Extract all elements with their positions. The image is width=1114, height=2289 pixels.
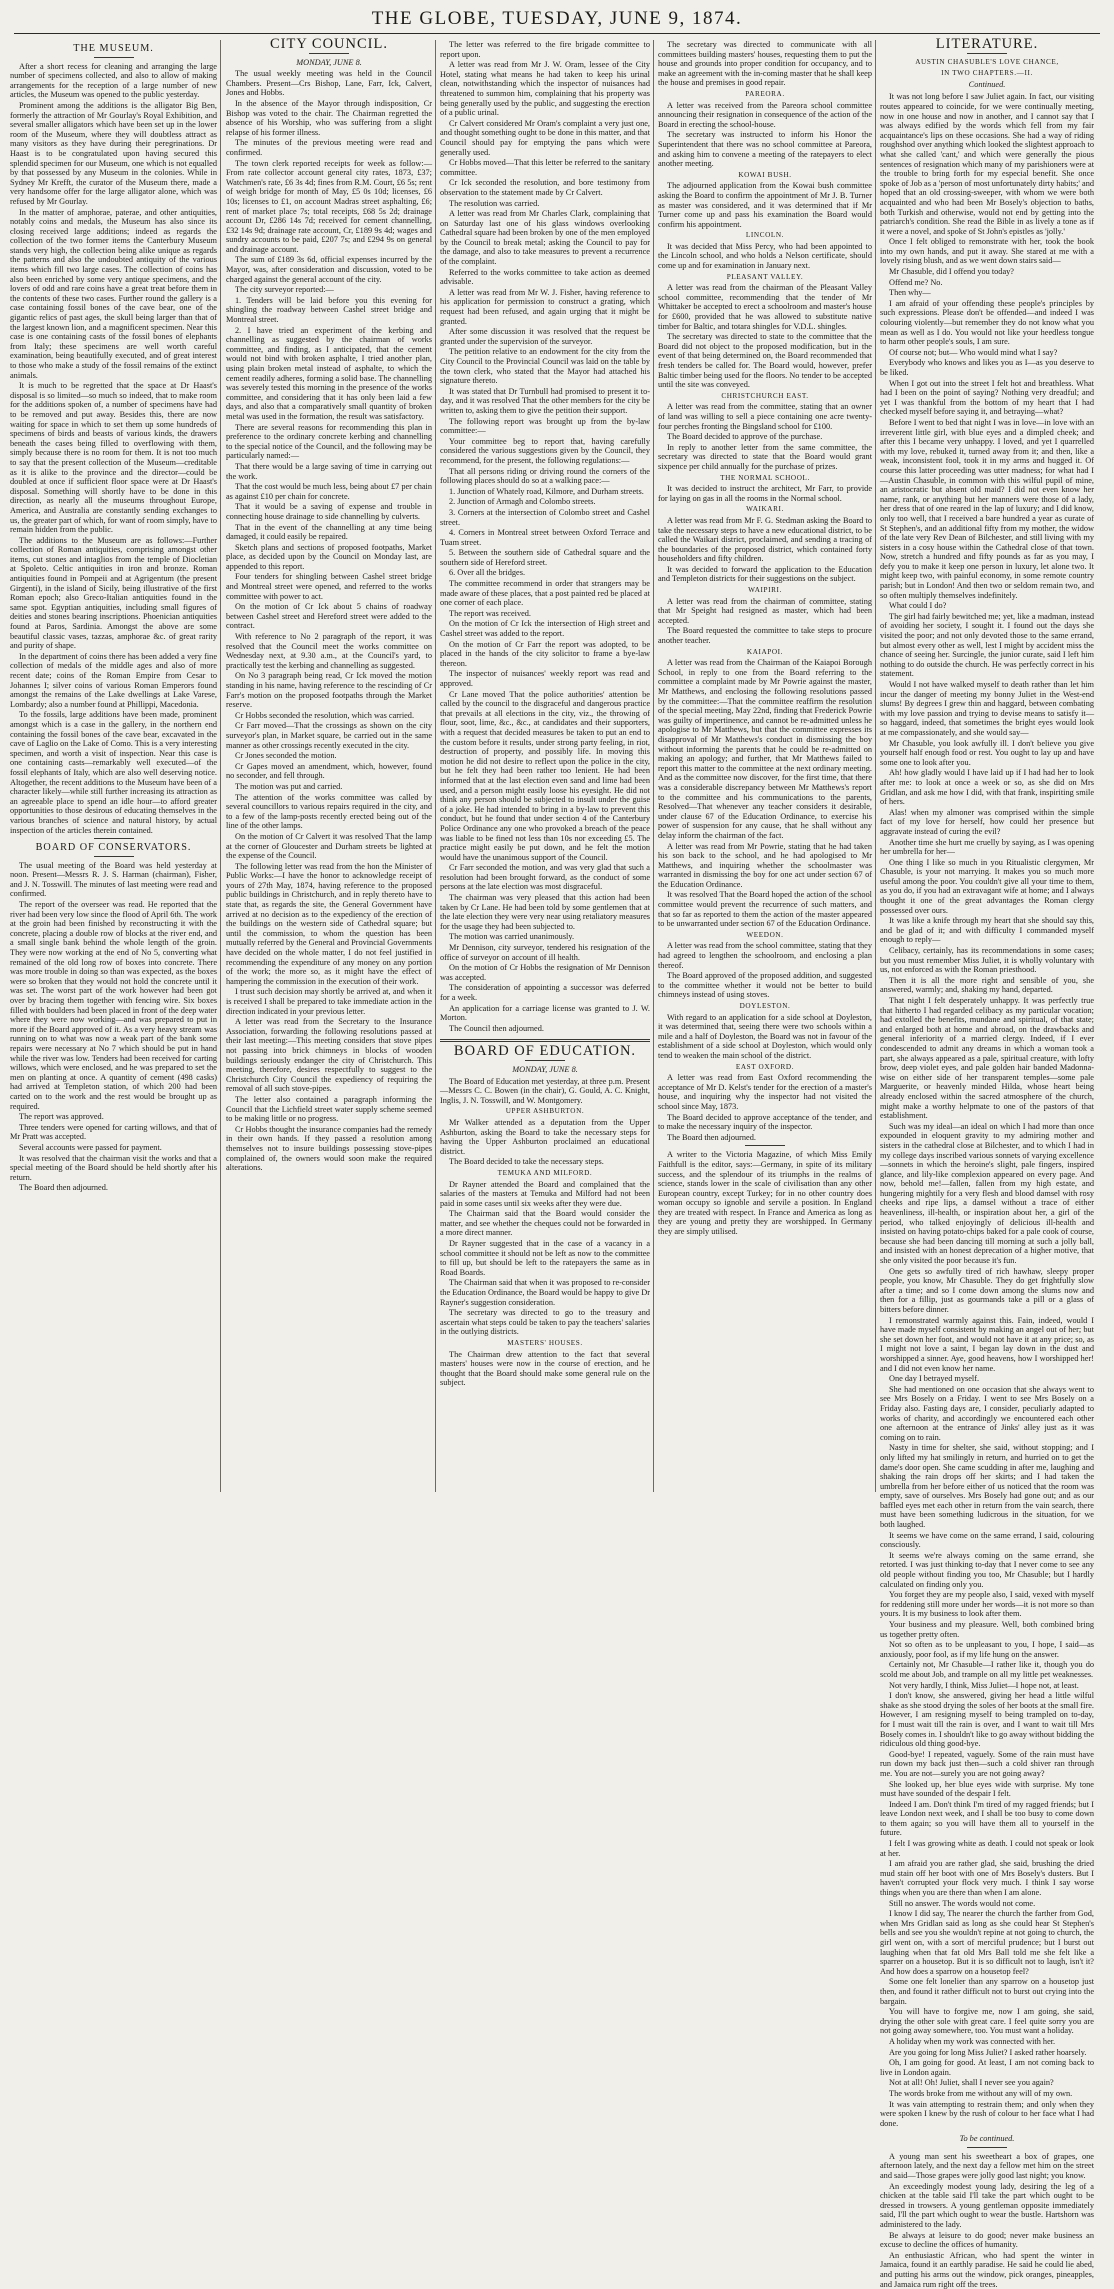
story-continued: Continued. — [968, 79, 1006, 89]
paragraph: In reply to another letter from the same committee, the secretary was directed to state that the Board would grant sixpence per child annually for the purchase of prizes. — [658, 442, 872, 471]
paragraph: To the fossils, large additions have been made, prominent amongst which is a case in the gallery, in the northern end containing the fossil bones of the cave bear, excavated in the cave of Laglio on the Lake of Como. This is a very interesting specimen, and worth a visit of inspection. Near this case is one containing casts—remarkably well executed—of the fossil elephants of Italy, which are also well deserving notice. Altogether, the recent additions to the Museum have been of a character likely—while still further increasing its attraction as an agreeable place to spend an idle hour—to afford greater opportunities to those desirous of educating themselves in the various branches of science and natural history, by actual inspection of the articles therein contained. — [10, 710, 217, 835]
paragraph: The committee recommend in order that strangers may be made aware of these places, that a post painted red be placed at one corner of each place. — [440, 579, 650, 608]
paragraph: An enthusiastic African, who had spent the winter in Jamaica, found it an earthly paradise. He said he could lie abed, and putting his arms out the window, pick oranges, pineapples, and Jamaica rum right off the trees. — [880, 2250, 1094, 2289]
paragraph: The words broke from me without any will of my own. — [889, 2088, 1073, 2098]
paragraph: That all persons riding or driving round the corners of the following places should do so at a walking pace:— — [440, 466, 650, 486]
subheading: WAIPIRI. — [748, 586, 782, 595]
subheading: TEMUKA AND MILFORD. — [497, 1168, 593, 1177]
subheading: KAIAPOI. — [746, 647, 784, 656]
paragraph: Dr Rayner suggested that in the case of a vacancy in a school committee it should not be left as now to the committee to fill up, but should be left to the ratepayers the same as in Road Boards. — [440, 1239, 650, 1277]
section-rule — [967, 2147, 1007, 2148]
paragraph: The adjourned application from the Kowai bush committee asking the Board to confirm the appointment of Mr J. B. Turner as master was considered, and it was determined that if Mr Turner come up and pass his examination the Board would confirm his appointment. — [658, 181, 872, 229]
paragraph: Mr Chasuble, you look awfully ill. I don't believe you give yourself half enough food or rest. You ought to lay up and have some one to look after you. — [880, 738, 1094, 767]
paragraph: It was decided to forward the application to the Education and Templeton districts for their suggestions on the subject. — [658, 564, 872, 584]
conservators-body — [10, 861, 217, 1193]
paragraph: An application for a carriage license was granted to J. W. Morton. — [440, 1003, 650, 1023]
paragraph: On the motion of Cr Ick about 5 chains of roadway between Cashel street and Hereford street were added to the contract. — [226, 602, 432, 631]
story-title: AUSTIN CHASUBLE'S LOVE CHANCE, — [915, 57, 1059, 66]
paragraph: 5. Between the southern side of Cathedral square and the southern side of Hereford street. — [440, 548, 650, 567]
paragraph: She looked up, her blue eyes wide with surprise. My tone must have sounded of the despair I felt. — [880, 1779, 1094, 1799]
paragraph: After some discussion it was resolved that the request be granted under the supervision of the surveyor. — [440, 327, 650, 346]
paragraph: Cr Farr seconded the motion, and was very glad that such a resolution had been brought forward, as the conduct of some persons at the late election was most disgraceful. — [440, 863, 650, 892]
paragraph: 3. Corners at the intersection of Colombo street and Cashel street. — [440, 507, 650, 527]
paragraph: Not very hardly, I think, Miss Juliet—I hope not, at least. — [889, 1680, 1079, 1690]
paragraph: On the motion of Cr Farr the report was adopted, to be placed in the hands of the city solicitor to frame a bye-law thereon. — [440, 639, 650, 668]
conservators-title: BOARD OF CONSERVATORS. — [35, 842, 192, 854]
column-rule — [875, 40, 876, 1492]
paragraph: 2. Junction of Armagh and Colombo streets. — [449, 497, 596, 507]
paragraph: It was vain attempting to restrain them; and only when they were spoken I knew by the rush of colour to her face what I had done. — [880, 2099, 1094, 2128]
paragraph: Cr Ick seconded the resolution, and bore testimony from observation to the statement made by Cr Calvert. — [440, 178, 650, 197]
paragraph: A letter was read from the committee, stating that an owner of land was willing to sell a piece containing one acre twenty-four perches fronting the Bingsland school for £100. — [658, 402, 872, 431]
paragraph: The secretary was directed to state to the committee that the Board did not object to the proposed modification, but in the event of that being determined on, the Board recommended that fresh tenders be called for. The Board would, however, prefer Baltic timber being used for the floors. No tender to be accepted until the site was conveyed. — [658, 332, 872, 390]
paragraph: The town clerk reported receipts for week as follow:—From rate collector account general city rates, 1873, £37; Watchmen's rate, £6 3s 4d; fines from R.M. Court, £6 5s; rent of weigh bridge for month of May, £5 0s 10d; licenses, £6 10s; licenses to £1, on account Madras street asphalting, £6; rent of market place 7s; total receipts, £68 5s 2d; drainage account Dr, £286 14s 7d; received for cement channelling, £32 14s 9d; drainage rate account, Cr, £189 9s 4d; wages and sundry accounts to be paid, £207 7s; and £294 9s on general and drainage account. — [226, 158, 432, 254]
paragraph: The Chairman said that the Board would consider the matter, and see whether the cheques could not be forwarded in a more direct manner. — [440, 1209, 650, 1238]
paragraph: Would I not have walked myself to death rather than let him incur the danger of meeting my bonny Juliet in the West-end slums! By degrees I grew thin and haggard, between combating with my love passion and trying to devise means to satisfy it—so haggard, indeed, that sometimes the bright eyes would look at me compassionately, and she would say— — [880, 680, 1094, 737]
subheading: WEEDON. — [746, 930, 784, 939]
paragraph: The report was approved. — [19, 1112, 104, 1122]
paragraph: The Council then adjourned. — [449, 1023, 544, 1033]
paragraph: A letter was read from Mr Powrie, stating that he had taken his son back to the school, and he had apologised to Mr Matthews, and inquiring whether the schoolmaster was warranted in dismissing the boy for one act under section 67 of the Education Ordinance. — [658, 841, 872, 889]
paragraph: The Board of Education met yesterday, at three p.m. Present—Messrs C. C. Bowen (in the chair), G. Gould, A. C. Knight, Inglis, J. N. Tosswill, and W. Montgomery. — [440, 1076, 650, 1105]
paragraph: The inspector of nuisances' weekly report was read and approved. — [440, 669, 650, 688]
paragraph: The letter was referred to the fire brigade committee to report upon. — [440, 40, 650, 59]
paragraph: Still no answer. The words would not come. — [889, 1898, 1036, 1908]
paragraph: Dr Rayner attended the Board and complained that the salaries of the masters at Temuka and Milford had not been paid in some cases until six weeks after they were due. — [440, 1179, 650, 1208]
paragraph: The girl had fairly bewitched me; yet, like a madman, instead of avoiding her society, I sought it. I found out the days she visited the poor; and not only devoted those to the same errand, but almost every other as well, lest I might by accident miss the chance of seeing her. Surcingle, the junior curate, said I left him nothing to do outside the church. He was perfectly correct in his statement. — [880, 611, 1094, 679]
column-1 — [10, 40, 217, 1492]
paragraph: The following letter was read from the hon the Minister of Public Works:—I have the honor to acknowledge receipt of yours of 27th May, 1874, having reference to the proposed public buildings in Christchurch, and in reply thereto have to state that, as regards the site, the General Government have arrived at no decision as to the expediency of the erection of the buildings on the western side of Cathedral square; but until the commission, to whom the question has been mutually referred by the General and Provincial Governments have decided on the whole matter, I do not feel justified in recommending the expenditure of any money on any portion of the work; the more so, as it might have the effect of hampering the commission in the execution of their work. — [226, 861, 432, 986]
extras-body — [880, 2152, 1094, 2289]
paragraph: 6. Over all the bridges. — [449, 568, 526, 578]
section-rule — [745, 1145, 785, 1146]
title-rule — [94, 57, 134, 58]
paragraph: In the department of coins there has been added a very fine collection of medals of the middle ages and also of more recent date; coins of the Roman Empire from Cesar to Johannes I; silver coins of various Roman Emperors found amongst the remains of the Lake dwellings at Lake Varese, Lombardy; also a number found at Phillippi, Macedonia. — [10, 651, 217, 709]
paragraph: The chairman was very pleased that this action had been taken by Cr Lane. He had been told by some gentlemen that at the late election they were very near using retaliatory measures for the usage they had been subjected to. — [440, 893, 650, 931]
paragraph: The usual weekly meeting was held in the Council Chambers. Present—Crs Bishop, Lane, Farr, Ick, Calvert, Jones and Hobbs. — [226, 69, 432, 98]
paragraph: On the motion of Cr Calvert it was resolved That the lamp at the corner of Gloucester and Durham streets be lighted at the expense of the Council. — [226, 831, 432, 861]
paragraph: 1. Junction of Whately road, Kilmore, and Durham streets. — [449, 486, 644, 496]
city-council-body — [226, 69, 432, 1173]
story-body — [880, 92, 1094, 2128]
column-rule — [435, 40, 436, 1492]
column-rule — [653, 40, 654, 1492]
paragraph: On the motion of Cr Hobbs the resignation of Mr Dennison was accepted. — [440, 963, 650, 982]
paragraph: I am afraid of your offending these people's principles by such expressions. Please don't be offended—and indeed I was colouring violently—but remember they do not know what you mean as well as I do. You would not like your heedless tongue to harm other people's souls, I am sure. — [880, 298, 1094, 347]
paragraph: Mr Chasuble, did I offend you today? — [889, 267, 1014, 277]
paragraph: 1. Tenders will be laid before you this evening for shingling the roadway between Cashel street bridge and Montreal street. — [226, 295, 432, 325]
paragraph: Your committee beg to report that, having carefully considered the various suggestions given by the Council, they recommend, for the present, the following regulations:— — [440, 436, 650, 465]
paragraph: Cr Farr moved—That the crossings as shown on the city surveyor's plan, in Market square, be carried out in the same manner as other crossings recently executed in the city. — [226, 721, 432, 750]
paragraph: A letter was read from Mr W. J. Fisher, having reference to his application for permission to construct a grating, which request had been refused, and again urging that it might be granted. — [440, 287, 650, 326]
paragraph: The secretary was directed to communicate with all committees building masters' houses, requesting them to put the house and grounds into proper condition for occupancy, and to make an agreement with the in-coming master that he shall keep the house and premises in good repair. — [658, 40, 872, 88]
section-double-rule — [440, 1039, 650, 1042]
paragraph: The consideration of appointing a successor was deferred for a week. — [440, 983, 650, 1002]
paragraph: That night I felt desperately unhappy. It was perfectly true that hitherto I had regarded celibacy as my particular vocation; had extolled the benefits, mundane and spiritual, of that state; and enlarged both at home and abroad, on the drawbacks and general inferiority of a married clergy. Indeed, if I ever condescended to admit any dreams in which a woman took a part, she always appeared as a pale, spiritual creature, with lofty brow, deep violet eyes, and pale golden hair banded Madonna-wise on either side of her transparent temples—some pale Marguerite, or heavenly minded Hilda, whose heart being already enclosed within the sacred atmosphere of the church, might make a worthy helpmate to one of the pastors of that establishment. — [880, 996, 1094, 1121]
story-chapters: IN TWO CHAPTERS.—II. — [941, 69, 1033, 78]
paragraph: A letter was read from East Oxford recommending the acceptance of Mr D. Kelst's tender for the erection of a master's house, and inquiring why the inspector had not visited the school since May, 1873. — [658, 1073, 872, 1111]
paragraph: Mr Dennison, city surveyor, tendered his resignation of the office of surveyor on account of ill health. — [440, 943, 650, 962]
paragraph: Not so often as to be unpleasant to you, I hope, I said—as anxiously, poor fool, as if my life hung on the answer. — [880, 1640, 1094, 1659]
paragraph: Such was my ideal—an ideal on which I had more than once expounded in eloquent gravity to my admiring mother and sisters in the cathedral close at Bilchester, and to which I had in my college days inscribed various sonnets of varying excellence—sonnets in which the heroine's slight, pale fingers, inspired glance, and lily-like complexion appeared on every page. And now, behold me!—fallen, fallen from my high estate, and hungering mightily for a very flesh and blood damsel with rosy cheeks and ripe lips, a damsel without a trace of either heavenliness, ill-health, or inspiration about her, a girl of the period, who talked enjoyingly of delicious ill-health and insisted on having potato-chips baked for a pale cook of course, because she had been dancing till morning at such a jolly ball, and insisted with an honest deprecation of a higher motive, that she only visited the poor because it's fun. — [880, 1121, 1094, 1266]
museum-title: THE MUSEUM. — [73, 43, 154, 54]
subheading: THE NORMAL SCHOOL. — [720, 473, 810, 482]
paragraph: A holiday when my work was connected with her. — [889, 2036, 1056, 2046]
paragraph: 4. Corners in Montreal street between Oxford Terrace and Tuam street. — [440, 528, 650, 547]
paragraph: Good-bye! I repeated, vaguely. Some of the rain must have run down my back just then—such a cold shiver ran through me. You are not—surely you are not going away? — [880, 1749, 1094, 1778]
paragraph: Four tenders for shingling between Cashel street bridge and Montreal street were opened, and referred to the works committee with power to act. — [226, 572, 432, 601]
paragraph: The secretary was instructed to inform his Honor the Superintendent that there was no school committee at Pareora, and asking him to convene a meeting of the ratepayers to elect another meeting. — [658, 130, 872, 169]
paragraph: The resolution was carried. — [449, 198, 540, 208]
paragraph: Some one felt lonelier than any sparrow on a housetop just then, and found it rather difficult not to burst out crying into the bargain. — [880, 1977, 1094, 2006]
paragraph: Of course not; but— Who would mind what I say? — [889, 347, 1058, 357]
paragraph: The letter also contained a paragraph informing the Council that the Lichfield street water supply scheme seemed to be making little or no progress. — [226, 1094, 432, 1124]
paragraph: The Board decided to approve acceptance of the tender, and to make the necessary inquiry of the inspector. — [658, 1112, 872, 1132]
paragraph: On the motion of Cr Ick the intersection of High street and Cashel street was added to the report. — [440, 619, 650, 639]
paragraph: It seems we're always coming on the same errand, she retorted. I was just thinking to-day that I never come to see any old people without finding you too, Mr Chasuble; but I hardly calculated on finding only you. — [880, 1550, 1094, 1589]
paragraph: It seems we have come on the same errand, I said, colouring consciously. — [880, 1530, 1094, 1550]
paragraph: Oh, I am going for good. At least, I am not coming back to live in London again. — [880, 2058, 1094, 2077]
paragraph: Several accounts were passed for payment. — [19, 1142, 162, 1152]
paragraph: Sketch plans and sections of proposed footpaths, Market place, as decided upon by the Council on Monday last, are appended to this report. — [226, 542, 432, 571]
paragraph: What could I do? — [889, 601, 947, 611]
paragraph: The usual meeting of the Board was held yesterday at noon. Present—Messrs R. J. S. Harman (chairman), Fisher, and J. N. Tosswill. The minutes of last meeting were read and confirmed. — [10, 860, 217, 899]
paragraph: The Board approved of the proposed addition, and suggested to the committee whether it would not be better to build chimneys instead of using stoves. — [658, 971, 872, 1000]
paragraph: A young man sent his sweetheart a box of grapes, one afternoon lately, and the next day a fellow met him on the street and said—Those grapes were jolly good last night; you know. — [880, 2151, 1094, 2181]
education-body — [440, 1077, 650, 1388]
paragraph: It is much to be regretted that the space at Dr Haast's disposal is so limited—so much so indeed, that to make room for the additions spoken of, a number of specimens have had to be removed and put away. Besides this, there are now waiting for space in which to set them up some hundreds of specimens of birds and beasts of various kinds, the drawers beneath the cases being filled to overflowing with them, simply because there is no room for them. It is not too much to say that the present collection of the Museum—creditable as it is alike to the province and the director—could be doubled at once if sufficient floor space were at Dr Haast's disposal. Something will shortly have to be done in this direction, as nearly all the museums throughout Europe, America, and Australia are constantly sending exchanges to us, the greater part of which, for want of room simply, have to remain hidden from the public. — [10, 381, 217, 535]
paragraph: The minutes of the previous meeting were read and confirmed. — [226, 138, 432, 157]
paragraph: The Chairman drew attention to the fact that several masters' houses were now in the course of erection, and he thought that the Board should make some general rule on the subject. — [440, 1349, 650, 1388]
title-rule — [309, 53, 349, 54]
paragraph: Cr Jones seconded the motion. — [235, 751, 337, 761]
paragraph: A letter was read from the school committee, stating that they had agreed to lengthen the schoolroom, and enclosing a plan thereof. — [658, 941, 872, 970]
paragraph: Once I felt obliged to remonstrate with her, took the book into my own hands, and put it away. She stared at me with a lovely rising blush, and as we went down stairs said— — [880, 237, 1094, 266]
paragraph: When I got out into the street I felt hot and breathless. What had I been on the point of saying? Nothing very dreadful; and yet I was thankful from the bottom of my heart that I had checked myself before saying it, and betraying—what? — [880, 378, 1094, 417]
subheading: MASTERS' HOUSES. — [507, 1339, 583, 1347]
paragraph: You will have to forgive me, now I am going, she said, drying the other sole with great care. I feel quite sorry you are not going away somewhere, too. You must want a holiday. — [880, 2007, 1094, 2036]
paragraph: The Chairman said that when it was proposed to re-consider the Education Ordinance, the Board would be happy to give Dr Rayner's suggestion consideration. — [440, 1278, 650, 1307]
masthead-rule — [14, 33, 1100, 34]
paragraph: I remonstrated warmly against this. Fain, indeed, would I have made myself consistent by making an angel out of her; but she set down her foot, and would not have it at any price; so, as I might not love a saint, I began lay down in the dust and worshipped a sinner. Aye, good heavens, how I worshipped her! and I did not even know her name. — [880, 1315, 1094, 1373]
paragraph: Then why— — [889, 288, 931, 298]
literature-title: LITERATURE. — [935, 36, 1039, 52]
paragraph: The following report was brought up from the by-law committee:— — [440, 416, 650, 436]
paragraph: A letter was read from the Secretary to the Insurance Association, forwarding the following resolutions passed at their last meeting:—This meeting considers that stove pipes not passing into brick chimneys in blocks of wooden buildings seriously endanger the city of Christchurch. This meeting, therefore, desires respectfully to suggest to the Christchurch City Council the expediency of requiring the removal of all such stove-pipes. — [226, 1017, 432, 1094]
paragraph: In the absence of the Mayor through indisposition, Cr Bishop was voted to the chair. The Chairman regretted the absence of his Worship, who was suffering from a slight relapse of his former illness. — [226, 98, 432, 137]
masthead: THE GLOBE, TUESDAY, JUNE 9, 1874. — [371, 8, 743, 29]
paragraph: In the matter of amphorae, paterae, and other antiquities, notably coins and medals, the Museum has also since its closing received large additions; indeed as regards the collection of the two former items the Canterbury Museum stands very high, the collection being alike unique as regards the patterns and also the undoubted antiquity of the various items which fill two large cases. The collection of coins has also been enriched by some very antique specimens, and the lovers of odd and rare coins have a great treat before them in the contents of these two cases. Further round the gallery is a case containing fossil bones of the cave bear, one of the gigantic relics of past ages, the skull being larger than that of the largest known lion, and a magnificent specimen. Near this case is one containing casts of the fossil bones of elephants from Italy; these specimens are well worth careful examination, being beautifully executed, and of great interest to those who make a study of the fossil remains of the extinct animals. — [10, 207, 217, 380]
paragraph: Certainly not, Mr Chasuble—I rather like it, though you do scold me about Job, and trample on all my little pet weaknesses. — [880, 1660, 1094, 1679]
subheading: UPPER ASHBURTON. — [505, 1107, 585, 1116]
paragraph: She had mentioned on one occasion that she always went to see Mrs Bosely on a Friday. I went to see Mrs Bosely on a Friday also. Fasting days are, I consider, peculiarly adapted to works of charity, and accordingly we encountered each other one afternoon at the entrance of Jinks' alley just as it was coming on to rain. — [880, 1384, 1094, 1442]
paragraph: Everybody who knows and likes you as I—as you deserve to be liked. — [880, 358, 1094, 377]
paragraph: I felt I was growing white as death. I could not speak or look at her. — [880, 1839, 1094, 1858]
writer-paragraph: A writer to the Victoria Magazine, of which Miss Emily Faithfull is the editor, says:—Germany, in spite of its military success, and the splendour of its triumphs in the realms of science, stands lower in the scale of civilisation than any other European country, except Turkey; for in no other country does woman occupy so ignoble and servile a position. In England they are treated with respect. In France and America as long as they are young and pretty they are worshipped. In Germany they are simply utilised. — [658, 1150, 872, 1237]
paragraph: Alas! when my almoner was comprised within the simple fact of my love for herself, how could her presence but aggravate instead of curing the evil? — [880, 807, 1094, 836]
paragraph: One day I betrayed myself. — [889, 1374, 980, 1384]
paragraph: Cr Hobbs seconded the resolution, which was carried. — [235, 710, 415, 720]
paragraph: Not at all! Oh! Juliet, shall I never see you again? — [889, 2078, 1054, 2088]
subheading: LINCOLN. — [745, 231, 785, 240]
paragraph: One gets so awfully tired of rich hawhaw, sleepy proper people, you know, Mr Chasuble. They do get frightfully slow after a time; and so I come down among the slums now and then for a fillip, just as gourmands take a pill or a glass of bitters before dinner. — [880, 1266, 1094, 1314]
paragraph: The petition relative to an endowment for the city from the City Council to the Provincial Council was laid on the table by the town clerk, who stated that the Mayor had attached his signature thereto. — [440, 347, 650, 386]
paragraph: A letter was read from Mr J. W. Oram, lessee of the City Hotel, stating what means he had taken to keep his urinal clean, notwithstanding which the inspector of nuisances had threatened to summon him, complaining that his property was being generally used by the public, and suggesting the erection of a public urinal. — [440, 60, 650, 118]
paragraph: A letter was read from Mr Charles Clark, complaining that on Saturday last one of his glass windows overlooking Cathedral square had been broken by one of the men employed by the Council to break metal; asking the Council to pay for the damage, and also to take measures to prevent a recurrence of the complaint. — [440, 209, 650, 267]
paragraph: Celibacy, certainly, has its recommendations in some cases; but you must remember Miss Juliet, it is wholly voluntary with us, not enforced as with the Roman priesthood. — [880, 946, 1094, 975]
column-5 — [880, 36, 1094, 2289]
paragraph: A letter was read from Mr F. G. Stedman asking the Board to take the necessary steps to have a new educational district, to be called the Waikari district, proclaimed, and sending a tracing of the boundaries of the proposed district, which contained forty householders and fifty children. — [658, 515, 872, 564]
paragraph: Then it is all the more right and sensible of you, she answered, warmly; and, shaking my hand, departed. — [880, 975, 1094, 995]
column-rule — [220, 40, 221, 1492]
paragraph: Your business and my pleasure. Well, both combined bring us together pretty often. — [880, 1620, 1094, 1639]
paragraph: Indeed I am. Don't think I'm tired of my ragged friends; but I leave London next week, and I shall be too busy to come down to them again; so you will have them all to yourself in the future. — [880, 1799, 1094, 1838]
education-body-continued — [658, 40, 872, 1142]
paragraph: 2. I have tried an experiment of the kerbing and channelling as suggested by the chairman of works committee, and finding, as I anticipated, that the cement would not bind with broken asphalte, I tried another plan, using plain broken metal instead of asphalte, to which the cement readily adheres, forming a solid base. The channelling was severely tested this morning in the presence of the works committee, and considering that it has only been laid a few days, and also that a comparatively small quantity of broken metal was used in the formation, the result was satisfactory. — [226, 325, 432, 421]
paragraph: The motion was put and carried. — [235, 781, 343, 791]
paragraph: On No 3 paragraph being read, Cr Ick moved the motion standing in his name, having reference to the rescinding of Cr Farr's motion on the proposed footpaths through the Market reserve. — [226, 671, 432, 710]
subheading: PLEASANT VALLEY. — [726, 272, 804, 281]
paragraph: It was stated that Dr Turnbull had promised to present it to-day, and it was resolved That the other members for the city be written to, asking them to give the petition their support. — [440, 386, 650, 415]
paragraph: It was resolved That the Board hoped the action of the school committee would prevent the recurrence of such matters, and that so far as reported to them the action of the master appeared to be unwarranted under section 67 of the Education Ordinance. — [658, 890, 872, 929]
paragraph: That in the event of the channelling at any time being damaged, it could easily be repaired. — [226, 522, 432, 542]
paragraph: The Board requested the committee to take steps to procure another teacher. — [658, 626, 872, 646]
paragraph: The secretary was directed to go to the treasury and ascertain what steps could be taken to pay the teachers' salaries in the outlying districts. — [440, 1308, 650, 1337]
paragraph: The Board decided to approve of the purchase. — [667, 432, 823, 442]
paragraph: Cr Lane moved That the police authorities' attention be called by the council to the disgraceful and dangerous practice that prevails at all elections in the city, viz., the throwing of flour, soot, lime, &c., &c., at candidates and their supporters, with a request that decided measures be taken to put an end to the custom before it results, under strong party feeling, in riot, destruction of property, and possibly life. In moving this motion he did not desire to reflect upon the police in the city, but he felt they had been rather too lenient. He had been informed that at the last election even sand and lime had been used, and a person might easily loose his eyesight. He did not think any person should be subjected to insult under the guise of a joke. He had intended to bring in a by-law to prevent this conduct, but he found that under section 4 of the Canterbury Police Ordinance any one who provoked a breach of the peace was liable to be fined not less than 10s nor exceeding £5. The practice might easily be put down, and he felt the motion would have the unanimous support of the Council. — [440, 689, 650, 862]
paragraph: The motion was carried unanimously. — [449, 932, 575, 942]
paragraph: A letter was read from the chairman of the Pleasant Valley school committee, recommending that the tender of Mr Whittaker be accepted to erect a schoolroom and master's house for £600, provided that he was allowed to substitute native timber for Baltic, and totara shingles for V.D.L. shingles. — [658, 283, 872, 331]
paragraph: Cr Gapes moved an amendment, which, however, found no seconder, and fell through. — [226, 761, 432, 781]
subheading: EAST OXFORD. — [735, 1062, 795, 1071]
paragraph: The sum of £189 3s 6d, official expenses incurred by the Mayor, was, after consideration and discussion, voted to be charged against the general account of the city. — [226, 255, 432, 284]
paragraph: Before I went to bed that night I was in love—in love with an irreverent little girl, with blue eyes and a dimpled cheek; and after this I became very unhappy. I loved, and yet I quarrelled with my love, rebuked it, turned away from it; and then, like a weak, inconsistent fool, took it in my arms and hugged it. Of course this latter proceeding was utter madness; for what had I—Austin Chasuble, in common with this wilful pupil of mine, an aristocratic but absent old maid? I did not even know her name, rank, or anything but her manners were those of a lady, her dress that of one reared in the lap of luxury; and I did know, only too well, that I received a bare hundred a year as curate of St Stephen's, and an additional fifty from my mother, the widow of the late very Rev Dean of Bilchester, and still living with my sisters in a cosy house within the Cathedral close of that town. Now, stretch a hundred and fifty pounds as far as you may, I defy you to make it keep one person in luxury, let alone two. It might keep two, with painful economy, in some remote country parish; but in London! And then two or seldom remain two, and so often multiply themselves indefinitely. — [880, 417, 1094, 600]
subheading: CHRISTCHURCH EAST. — [721, 391, 809, 400]
paragraph: An exceedingly modest young lady, desiring the leg of a chicken at the table said I'll take the part which ought to be dressed in trowsers. A young gentleman opposite immediately said, I'll the part which ought to wear the bustle. Hartshorn was administered to the lady. — [880, 2181, 1094, 2230]
paragraph: Cr Hobbs moved—That this letter be referred to the sanitary committee. — [440, 158, 650, 177]
paragraph: Mr Walker attended as a deputation from the Upper Ashburton, asking the Board to take the necessary steps for having the Upper Ashburton proclaimed an educational district. — [440, 1117, 650, 1156]
paragraph: The additions to the Museum are as follows:—Further collection of Roman antiquities, comprising amongst other items, cut stones and intaglios from the temple of Diocletian at Spoleto. Celtic antiquities in iron and bronze. Roman antiquities found in Pompeii and at Agrigentum (the present Girgenti), in the island of Sicily, being illustrative of the first Roman epoch; also Greco-Italian antiquities found in the same spot. Egyptian antiquities, including small figures of deities and stones bearing inscriptions. Phoenician antiquities found at Paros, Sardinia. Amongst the above are some beautiful classic vases, tazzas, amphorae &c. of great rarity and purity of shape. — [10, 535, 217, 651]
paragraph: The Board then adjourned. — [667, 1132, 756, 1142]
title-rule — [967, 53, 1007, 54]
paragraph: It was decided that Miss Percy, who had been appointed to the Lincoln school, and who holds a Nelson certificate, should come up and for examination in January next. — [658, 241, 872, 271]
paragraph: That it would be a saving of expense and trouble in connecting house drainage to side channelling by culverts. — [226, 502, 432, 521]
paragraph: Offend me? No. — [889, 277, 943, 287]
story-to-be-continued: To be continued. — [959, 2134, 1015, 2144]
education-title: BOARD OF EDUCATION. — [453, 1043, 637, 1060]
paragraph: The attention of the works committee was called by several councillors to various repairs required in the city, and to a few of the lamp-posts recently erected being out of the line of the other lamps. — [226, 792, 432, 831]
paragraph: The report of the overseer was read. He reported that the river had been very low since the flood of April 6th. The work at the groin had been finished by reconstructing it with the concrete, placing a double row of blocks at the river end, and a small single bank behind the whole length of the groin. They were now working at the end of No 5, converting what remained of the old long row of boxes into concrete. There was more trouble in doing so than was expected, as the boxes were so broken that they would not hold the concrete until it was set. The worst part of the work however had been got over by bracing them together with fencing wire. Six boxes filled with boulders had been placed in front of the deep water where they were now working—and was prepared to put in more if the Board approved of it. As a very heavy stream was running on to what was now a weak part of the bank some repairs were necessary at No 7 which should be put in hand while the river was low. Tenders had been received for carting willows, which were enclosed, and he was prepared to set the men on planting at once. A quantity of cement (498 casks) had arrived at Templeton station, of which 200 had been carted on to the work and the rest would be brought up as required. — [10, 900, 217, 1111]
paragraph: Prominent among the additions is the alligator Big Ben, formerly the attraction of Mr Gourlay's Royal Exhibition, and several smaller alligators which have been set up in the lower room of the Museum, where they will doubtless attract as many visitors as they have during their peregrinations. Dr Haast is to be congratulated upon having secured this splendid specimen for our Museum, one which is not equalled by that possessed by any Museum in the colonies. While in Sydney Mr Krefft, the curator of the Museum there, made a very handsome offer for the large alligator alone, which was refused by Mr Gourlay. — [10, 100, 217, 206]
paragraph: Nasty in time for shelter, she said, without stopping; and I only lifted my hat smilingly in return, and hurried on to get the dame's door open. She came scudding in after me, laughing and shaking the rain drops off her skirts; and I had taken the umbrella from her before either of us noticed that the room was empty, save of ourselves. Mrs Bosely had gone out; and as our baffled eyes met each other in return from the vain search, there must have been something ludicrous in the situation, for we both laughed. — [880, 1443, 1094, 1530]
paragraph: I know I did say, The nearer the church the farther from God, when Mrs Gridlan said as long as she could hear St Stephen's bells and see you she wouldn't repine at not going to church, the girl went on, with a sort of merciful prudence; but I burst out laughing when that fat old Mrs Ball told me she felt like a sparrer on a housetop. But it is so difficult not to laugh, isn't it? And how does a sparrow on a housetop feel? — [880, 1909, 1094, 1976]
paragraph: That there would be a large saving of time in carrying out the work. — [226, 461, 432, 481]
subheading: WAIKARI. — [746, 505, 784, 514]
paragraph: A letter was read from the chairman of committee, stating that Mr Speight had resigned as master, which had been accepted. — [658, 596, 872, 625]
paragraph: With reference to No 2 paragraph of the report, it was resolved that the Council meet the works committee on Wednesday next, at 9.30 a.m., at the Council's yard, to practically test the kerbing and channelling as suggested. — [226, 632, 432, 670]
column-3 — [440, 40, 650, 1492]
column-2 — [226, 36, 432, 1492]
museum-body — [10, 62, 217, 836]
paragraph: A letter was read from the Chairman of the Kaiapoi Borough School, in reply to one from the Board referring to the committee a complaint made by Mr Powrie against the master, Mr Matthews, and enclosing the following resolutions passed by the committee:—That the committee reaffirm the resolution of the special meeting, May 22nd, finding that Frederick Powrie was guilty of impertinence, and cannot be re-admitted unless he apologise to Mr Matthews, but that the committee expresses its disapproval of Mr Matthews's conduct in dismissing the boy without informing the parents that he could be re-admitted on making an apology; and further, that Mr Matthews failed to report this matter to the committee at the next ordinary meeting. And as the committee now discover, for the first time, that there was a considerable discrepancy between Mr Matthews's report to the committee and his communications to the parents, Resolved—That whenever any teacher considers it desirable, under clause 67 of the Education Ordinance, to exercise his power of suspension for any cause, that he shall without any delay inform the chairman of the fact. — [658, 658, 872, 840]
paragraph: Be always at leisure to do good; never make business an excuse to decline the offices of humanity. — [880, 2230, 1094, 2250]
paragraph: I trust such decision may shortly be arrived at, and when it is received I shall be prepared to take immediate action in the direction indicated in your previous letter. — [226, 987, 432, 1016]
paragraph: After a short recess for cleaning and arranging the large number of specimens collected, and also to allow of making arrangements for the reception of a large number of new articles, the Museum was opened to the public yesterday. — [10, 61, 217, 100]
subheading: DOYLESTON. — [739, 1002, 791, 1010]
paragraph: It was resolved that the chairman visit the works and that a special meeting of the Board should be held shortly after his return. — [10, 1153, 217, 1182]
subheading: KOWAI BUSH. — [738, 170, 792, 179]
title-rule — [525, 1060, 565, 1061]
paragraph: Ah! how gladly would I have laid up if I had had her to look after me: to look at once a week or so, as she did on Mrs Gridlan, and ask me how I did, with that frank, inspiriting smile of hers. — [880, 768, 1094, 807]
paragraph: Three tenders were opened for carting willows, and that of Mr Pratt was accepted. — [10, 1122, 217, 1142]
paragraph: Another time she hurt me cruelly by saying, as I was opening her umbrella for her— — [880, 837, 1094, 857]
paragraph: I don't know, she answered, giving her head a little wilful shake as she stood drying the soles of her boots at the small fire. However, I am resigning myself to being trampled on to-day, for I must wait till the rain is over, and I want to wait till Mrs Bosely comes in. I shouldn't like to go away without bidding the ridiculous old thing good-bye. — [880, 1691, 1094, 1749]
paragraph: Cr Calvert considered Mr Oram's complaint a very just one, and thought something ought to be done in this matter, and that Council should pay for emptying the pans which were generally used. — [440, 118, 650, 157]
paragraph: Cr Hobbs thought the insurance companies had the remedy in their own hands. If they passed a resolution among themselves not to insure buildings possessing stove-pipes complained of, the owners would soon make the required alterations. — [226, 1124, 432, 1173]
education-dateline: MONDAY, JUNE 8. — [512, 1064, 578, 1074]
paragraph: I am afraid you are rather glad, she said, brushing the dried mud stain off her boot with one of Mrs Bosely's dusters. But I haven't corrupted your flock very much. I think I say worse things when you are there than when I am alone. — [880, 1859, 1094, 1898]
paragraph: The Board decided to take the necessary steps. — [449, 1157, 604, 1167]
title-rule — [94, 856, 134, 857]
paragraph: The Board then adjourned. — [19, 1183, 108, 1193]
paragraph: With regard to an application for a side school at Doyleston, it was determined that, seeing there were two schools within a mile and a half of Doyleston, the Board was not in favour of the establishment of a side school at Doyleston, which would only tend to weaken the main school of the district. — [658, 1012, 872, 1060]
city-council-dateline: MONDAY, JUNE 8. — [296, 57, 362, 67]
city-council-body-continued — [440, 40, 650, 1033]
paragraph: Are you going for long Miss Juliet? I asked rather hoarsely. — [889, 2047, 1087, 2057]
paragraph: It was not long before I saw Juliet again. In fact, our visiting routes appeared to coincide, for we were continually meeting, now in one house and now in another, and I cannot say that I was always edified by the words which fell from my fair acquaintance's lips on these occasions. She had a way of riding roughshod over anything which looked the slightest approach to what she called 'cant,' and which were generally the pious sentences of resignation which many of my parishioners were at the trouble to bring forth for my especial benefit. She once spoke of Job as a 'person of most unfortunately dirty habits;' and hoped that an old crossing-sweeper, with whom we were both acquainted and who had been Mr Bosely's objection to baths, both Turkish and otherwise, would not end by getting into the patriarch's condition. She read the Bible in as lively a tone as if it were a novel, and spoke of St John's epistles as 'jolly.' — [880, 92, 1094, 236]
paragraph: There are several reasons for recommending this plan in preference to the ordinary concrete kerbing and channelling to the special notice of the Council, and the following may be particularly named:— — [226, 422, 432, 461]
paragraph: That the cost would be much less, being about £7 per chain as against £10 per chain for concrete. — [226, 482, 432, 501]
paragraph: It was like a knife through my heart that she should say this, and be glad of it; and with difficulty I commanded myself enough to reply— — [880, 916, 1094, 945]
paragraph: The city surveyor reported:— — [235, 285, 334, 295]
section-rule — [94, 838, 134, 839]
paragraph: The report was received. — [449, 608, 532, 618]
paragraph: A letter was received from the Pareora school committee announcing their resignation in consequence of the action of the Board in erecting the school-house. — [658, 100, 872, 129]
paragraph: One thing I like so much in you Ritualistic clergymen, Mr Chasuble, is your not marrying. It makes you so much more useful among the poor. You couldn't give all your time to them, as you do, if you had an extravagant wife at home; and I always thought it one of the great advantages the Roman clergy possessed over ours. — [880, 857, 1094, 915]
paragraph: It was decided to instruct the architect, Mr Farr, to provide for laying on gas in all the rooms in the Normal school. — [658, 484, 872, 503]
paragraph: Referred to the works committee to take action as deemed advisable. — [440, 267, 650, 287]
subheading: PAREORA. — [745, 89, 785, 98]
paragraph: You forget they are my people also, I said, vexed with myself for reddening still more under her words—it is not more so than yours. It is my business to look after them. — [880, 1590, 1094, 1619]
column-4 — [658, 40, 872, 1492]
city-council-title: CITY COUNCIL. — [270, 36, 388, 52]
